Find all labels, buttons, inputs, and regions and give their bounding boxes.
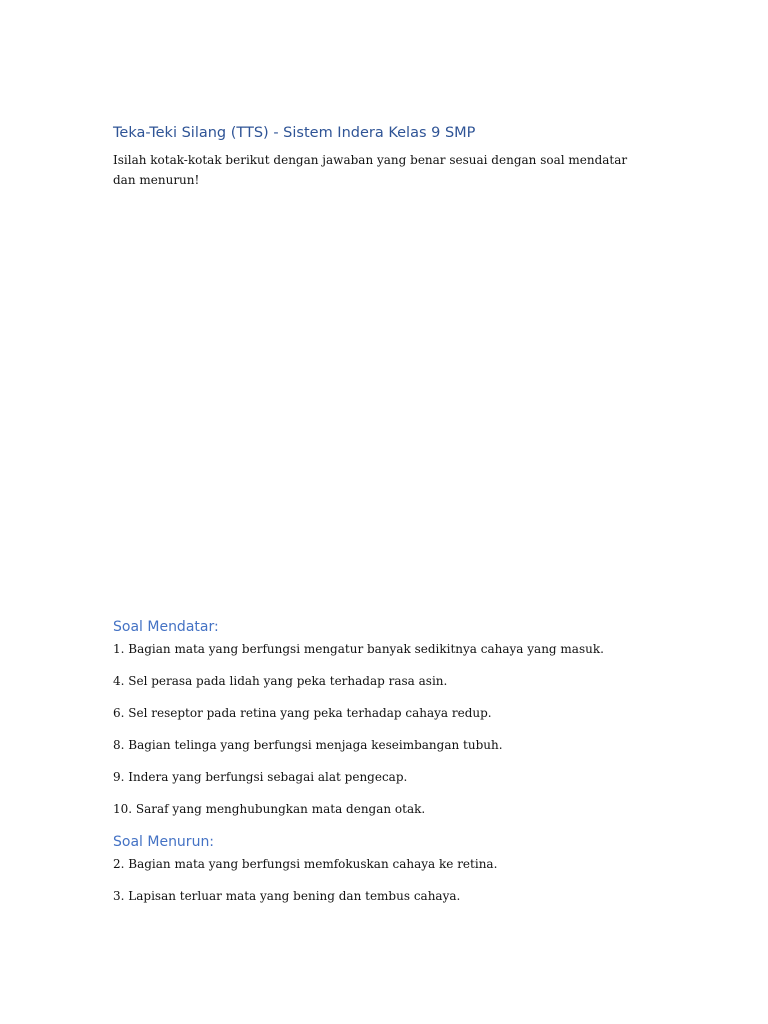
mendatar-clue-10: 10. Saraf yang menghubungkan mata dengan otak. [113, 802, 426, 816]
menurun-heading: Soal Menurun: [113, 834, 215, 850]
crossword-grid-area [113, 200, 653, 600]
document-intro: Isilah kotak-kotak berikut dengan jawaban yang benar sesuai dengan soal mendatar dan menurun! [113, 153, 628, 187]
mendatar-clue-9: 9. Indera yang berfungsi sebagai alat pengecap. [113, 770, 408, 784]
mendatar-clue-1: 1. Bagian mata yang berfungsi mengatur banyak sedikitnya cahaya yang masuk. [113, 642, 604, 656]
mendatar-clue-4: 4. Sel perasa pada lidah yang peka terhadap rasa asin. [113, 674, 448, 688]
mendatar-clue-8: 8. Bagian telinga yang berfungsi menjaga keseimbangan tubuh. [113, 738, 503, 752]
document-title: Teka-Teki Silang (TTS) - Sistem Indera Kelas 9 SMP [113, 125, 476, 141]
menurun-clue-2: 2. Bagian mata yang berfungsi memfokuskan cahaya ke retina. [113, 857, 498, 871]
mendatar-heading: Soal Mendatar: [113, 619, 219, 635]
menurun-clue-3: 3. Lapisan terluar mata yang bening dan tembus cahaya. [113, 889, 461, 903]
mendatar-clue-6: 6. Sel reseptor pada retina yang peka terhadap cahaya redup. [113, 706, 492, 720]
